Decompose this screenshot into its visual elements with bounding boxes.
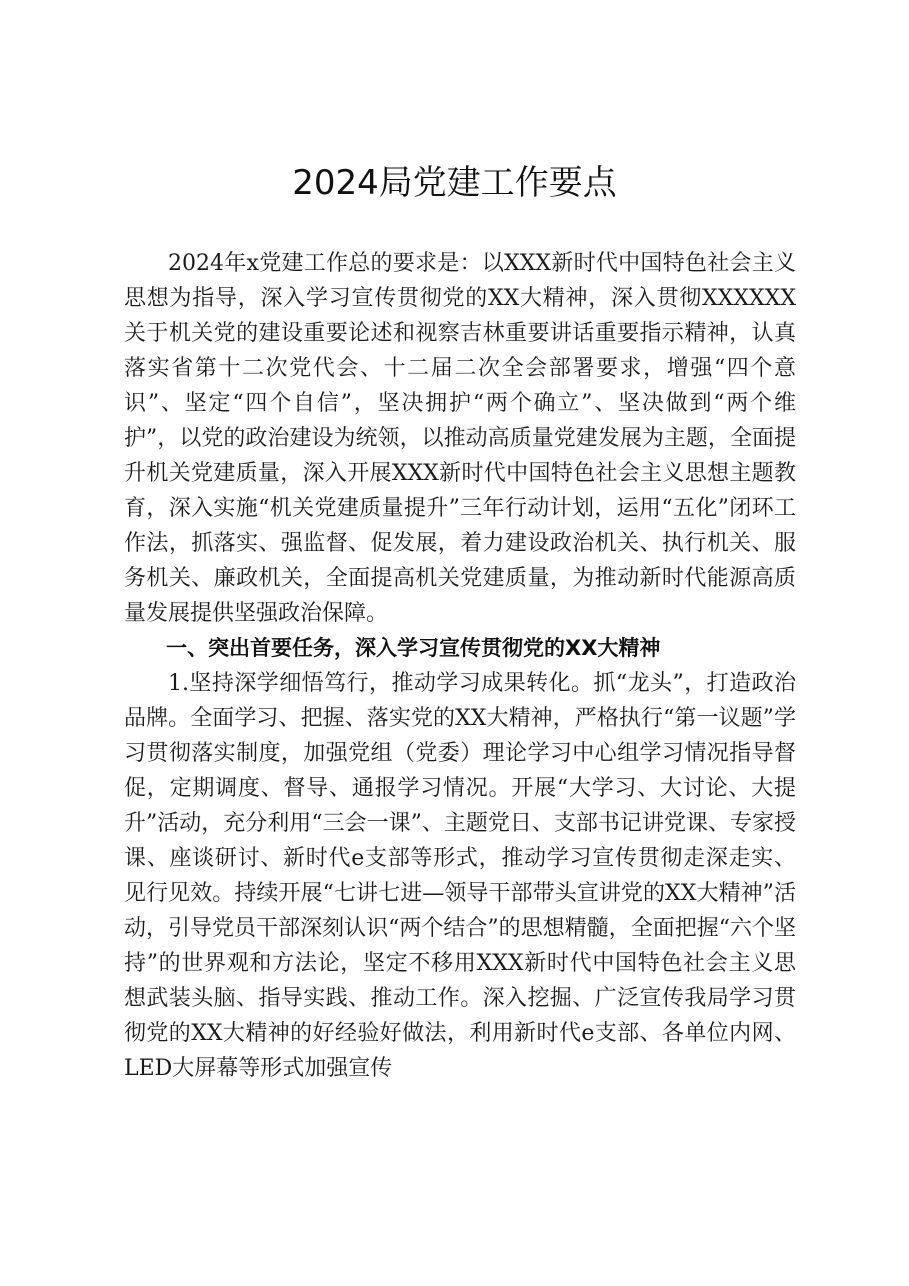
document-body bbox=[124, 246, 796, 1086]
section-1-paragraph-1: 1.坚持深学细悟笃行，推动学习成果转化。抓“龙头”，打造政治品牌。全面学习、把握、落实党的XX大精神，严格执行“第一议题”学习贯彻落实制度，加强党组（党委）理论学习中心组学习情况指导督促，定期调度、督导、通报学习情况。开展“大学习、大讨论、大提升”活动，充分利用“三会一课”、主题党日、支部书记讲党课、专家授课、座谈研讨、新时代e支部等形式，推动学习宣传贯彻走深走实、见行见效。持续开展“七讲七进—领导干部带头宣讲党的XX大精神”活动，引导党员干部深刻认识“两个结合”的思想精髓，全面把握“六个坚持”的世界观和方法论，坚定不移用XXX新时代中国特色社会主义思想武装头脑、指导实践、推动工作。深入挖掘、广泛宣传我局学习贯彻党的XX大精神的好经验好做法，利用新时代e支部、各单位内网、LED大屏幕等形式加强宣传 bbox=[124, 671, 796, 1081]
intro-paragraph: 2024年x党建工作总的要求是：以XXX新时代中国特色社会主义思想为指导，深入学习宣传贯彻党的XX大精神，深入贯彻XXXXXX关于机关党的建设重要论述和视察吉林重要讲话重要指示精神，认真落实省第十二次党代会、十二届二次全会部署要求，增强“四个意识”、坚定“四个自信”，坚决拥护“两个确立”、坚决做到“两个维护”，以党的政治建设为统领，以推动高质量党建发展为主题，全面提升机关党建质量，深入开展XXX新时代中国特色社会主义思想主题教育，深入实施“机关党建质量提升”三年行动计划，运用“五化”闭环工作法，抓落实、强监督、促发展，着力建设政治机关、执行机关、服务机关、廉政机关，全面提高机关党建质量，为推动新时代能源高质量发展提供坚强政治保障。 bbox=[124, 251, 796, 626]
section-heading-1: 一、突出首要任务，深入学习宣传贯彻党的XX大精神 bbox=[166, 636, 661, 660]
document-title: 2024局党建工作要点 bbox=[292, 163, 617, 203]
